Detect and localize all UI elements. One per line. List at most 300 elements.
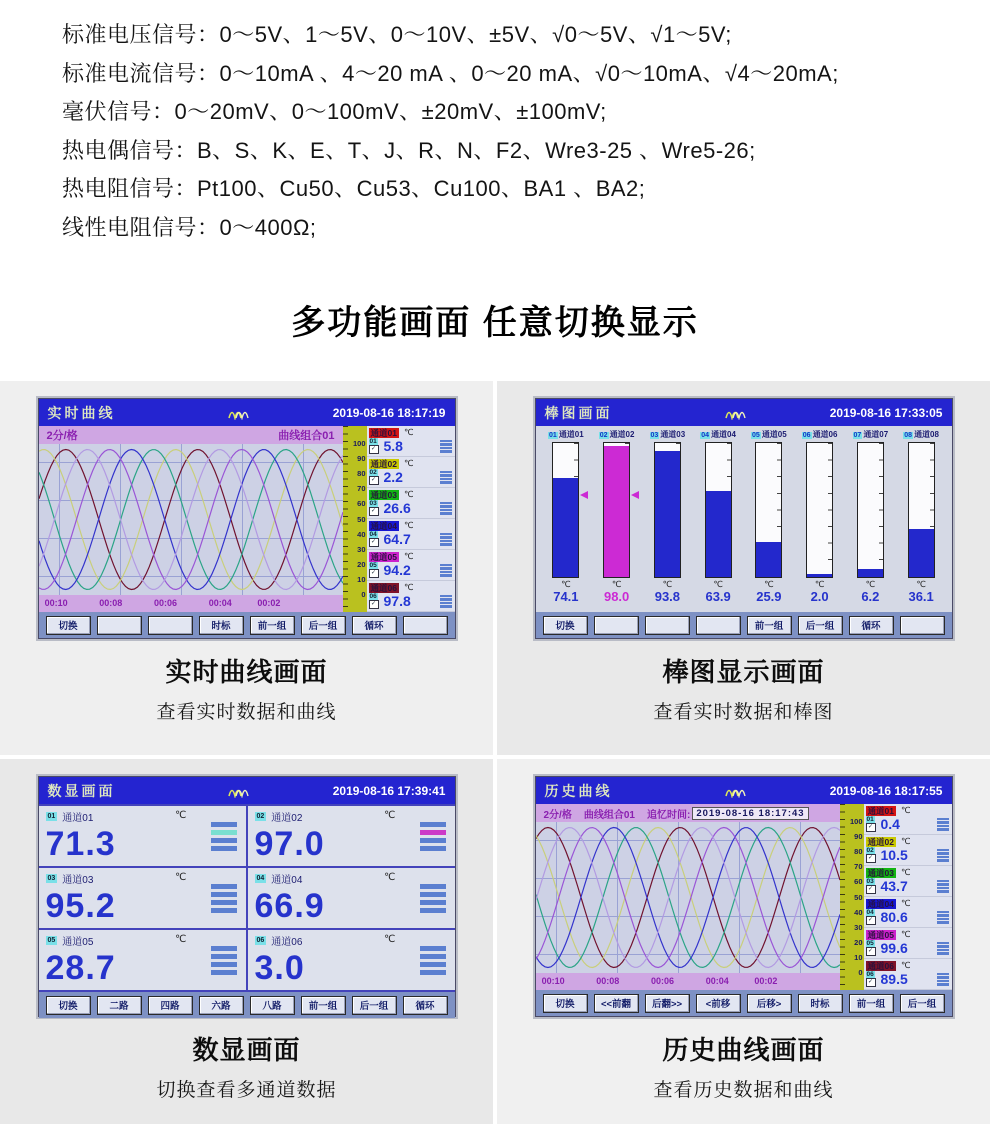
- axis-tick-label: 90: [357, 454, 366, 464]
- channel-number-badge: 02: [256, 813, 265, 820]
- channel-checkbox[interactable]: ✓: [866, 978, 876, 987]
- bar-channel-label: 08 通道08: [904, 430, 939, 439]
- bar-value: 36.1: [908, 589, 934, 604]
- channel-name-tag: 通道04: [867, 898, 894, 909]
- axis-tick-label: 80: [357, 469, 366, 479]
- titlebar: [39, 399, 455, 426]
- digital-channel-cell: [248, 930, 455, 990]
- axis-tick-label: 70: [854, 862, 863, 872]
- bar-outline: [654, 442, 681, 578]
- toolbar-button[interactable]: 时标: [798, 994, 843, 1013]
- screen-body: [536, 804, 952, 990]
- quadrant-bar-graph: [497, 381, 990, 755]
- channel-number-badge: 06: [802, 432, 811, 439]
- signal-level-icon: [937, 942, 949, 955]
- bar-ticks: [828, 443, 832, 577]
- bar-outline: [755, 442, 782, 578]
- channel-checkbox[interactable]: ✓: [369, 538, 379, 547]
- channel-value: 43.7: [880, 878, 908, 894]
- channel-value: 80.6: [880, 909, 908, 925]
- toolbar-button[interactable]: 八路: [250, 996, 295, 1015]
- signal-level-icon: [440, 440, 452, 453]
- channel-number-badge: 03: [866, 878, 874, 885]
- axis-tick-label: 40: [854, 907, 863, 917]
- caption-subtitle: 查看实时数据和棒图: [653, 702, 834, 723]
- toolbar-button-empty: [645, 616, 690, 635]
- axis-tick-label: 50: [854, 892, 863, 902]
- time-per-grid-label: 2分/格: [46, 430, 78, 442]
- caption-title: 实时曲线画面: [165, 657, 328, 687]
- digital-channel-cell: [248, 806, 455, 866]
- channel-panel: [864, 804, 952, 990]
- bar-column: [896, 429, 947, 612]
- signal-level-icon: [440, 502, 452, 515]
- caption-subtitle: 查看历史数据和曲线: [653, 1080, 834, 1101]
- screen-title: 历史曲线: [544, 782, 613, 799]
- channel-name-tag: 通道06: [370, 582, 397, 593]
- bar-channel-label: 07 通道07: [853, 430, 889, 439]
- bar-fill: [756, 542, 781, 577]
- brand-logo-icon: [228, 784, 250, 798]
- channel-number-badge: 07: [853, 432, 862, 439]
- bar-value: 63.9: [705, 589, 731, 604]
- bar-channel-label: 05 通道05: [752, 430, 787, 439]
- toolbar: [536, 612, 952, 638]
- channel-unit: ℃: [175, 934, 187, 945]
- channel-row: [864, 866, 952, 897]
- channel-unit: ℃: [384, 872, 396, 883]
- bar-fill: [807, 574, 832, 577]
- titlebar: [536, 777, 952, 804]
- channel-value: 10.5: [880, 847, 908, 863]
- quadrant-history-curve: [497, 759, 990, 1124]
- channel-number-badge: 01: [866, 816, 874, 823]
- axis-tick-label: 0: [361, 590, 366, 599]
- time-tick-label: 00:06: [154, 598, 178, 608]
- channel-row: [864, 928, 952, 959]
- realtime-chart-area: [39, 444, 343, 595]
- brand-logo-icon: [725, 784, 747, 798]
- channel-row: [367, 519, 455, 550]
- section-heading: 多功能画面 任意切换显示: [291, 304, 699, 342]
- channel-name-tag: 通道03: [867, 867, 894, 878]
- digital-channel-cell: [39, 806, 246, 866]
- realtime-curve-screen: [39, 399, 455, 638]
- toolbar-button[interactable]: 切换: [46, 996, 91, 1015]
- channel-number-badge: 05: [47, 937, 56, 944]
- channel-value: 2.2: [383, 469, 403, 485]
- toolbar-button[interactable]: <前移: [696, 994, 741, 1013]
- channel-number-badge: 03: [369, 500, 377, 507]
- time-tick-label: 00:08: [596, 976, 620, 986]
- channel-checkbox[interactable]: ✓: [369, 445, 379, 454]
- chart-subbar: [39, 426, 343, 444]
- bar-fill: [858, 569, 883, 577]
- toolbar-button-empty: [97, 616, 142, 635]
- signal-level-icon: [440, 595, 452, 608]
- axis-tick-label: 30: [854, 922, 863, 932]
- curve-group-label: 曲线组合01: [278, 430, 335, 442]
- channel-number-badge: 04: [369, 531, 377, 538]
- channel-unit: ℃: [175, 872, 187, 883]
- channel-row: [864, 897, 952, 928]
- caption: [0, 652, 493, 724]
- channel-number-badge: 02: [866, 847, 874, 854]
- alarm-marker-icon: [631, 491, 639, 499]
- bar-column: [845, 429, 896, 612]
- channel-name-tag: 通道02: [370, 458, 397, 469]
- channel-unit: ℃: [175, 810, 187, 821]
- alarm-marker-icon: [580, 491, 588, 499]
- channel-unit: ℃: [403, 551, 414, 561]
- bar-value: 6.2: [861, 589, 880, 604]
- signal-level-icon: [440, 564, 452, 577]
- channel-value: 71.3: [45, 825, 116, 863]
- signal-level-icon: [420, 884, 446, 913]
- toolbar: [39, 992, 455, 1018]
- channel-row: [367, 550, 455, 581]
- bar-value: 25.9: [756, 589, 782, 604]
- channel-name-tag: 通道05: [867, 929, 894, 940]
- bar-fill: [909, 529, 934, 577]
- signal-level-icon: [937, 880, 949, 893]
- axis-tick-label: 0: [858, 968, 863, 977]
- channel-unit: ℃: [900, 898, 911, 908]
- channel-name-tag: 通道01: [867, 805, 894, 816]
- bar-unit: ℃: [814, 579, 825, 589]
- caption-subtitle: 查看实时数据和曲线: [156, 702, 337, 723]
- channel-checkbox[interactable]: ✓: [369, 476, 379, 485]
- channel-checkbox[interactable]: ✓: [866, 854, 876, 863]
- toolbar-button[interactable]: 后一组: [798, 616, 843, 635]
- channel-number-badge: 06: [369, 593, 377, 600]
- time-tick-label: 00:04: [705, 976, 729, 986]
- signal-level-icon: [937, 973, 949, 986]
- quadrant-digital-display: [0, 759, 493, 1124]
- bar-outline: [603, 442, 630, 578]
- toolbar-button[interactable]: 循环: [403, 996, 448, 1015]
- channel-value: 97.8: [383, 593, 411, 609]
- bar-outline: [857, 442, 884, 578]
- axis-tick-label: 20: [854, 937, 863, 947]
- channel-name-tag: 通道01: [370, 427, 397, 438]
- bar-unit: ℃: [916, 579, 926, 589]
- time-tick-label: 00:10: [541, 976, 565, 986]
- screen-datetime: 2019-08-16 17:33:05: [829, 405, 943, 420]
- bar-column: [794, 429, 845, 612]
- bar-unit: ℃: [713, 579, 723, 589]
- toolbar-button[interactable]: 切换: [46, 616, 91, 635]
- channel-unit: ℃: [900, 960, 911, 970]
- toolbar-button[interactable]: 后一组: [352, 996, 397, 1015]
- channel-name: 通道03: [62, 875, 94, 886]
- channel-value: 89.5: [880, 971, 908, 987]
- axis-tick-label: 90: [854, 832, 863, 842]
- curve-group-label: 曲线组合01: [583, 809, 635, 821]
- channel-row: [864, 835, 952, 866]
- channel-number-badge: 02: [369, 469, 377, 476]
- signal-level-icon: [211, 822, 237, 851]
- history-chart-area: [536, 822, 840, 973]
- channel-number-badge: 05: [866, 940, 874, 947]
- signal-level-icon: [420, 822, 446, 851]
- time-tick-label: 00:02: [754, 976, 778, 986]
- channel-number-badge: 01: [549, 432, 557, 439]
- titlebar: [536, 399, 952, 426]
- screen-title: 棒图画面: [544, 404, 613, 421]
- recall-time: [647, 806, 809, 821]
- history-curve-screen: [536, 777, 952, 1016]
- channel-unit: ℃: [403, 427, 414, 437]
- toolbar-button-empty: [900, 616, 945, 635]
- caption: [497, 652, 990, 724]
- recall-time-box[interactable]: 2019-08-16 18:17:43: [692, 807, 808, 820]
- toolbar-button[interactable]: 前一组: [849, 994, 894, 1013]
- channel-value: 28.7: [45, 949, 116, 987]
- channel-unit: ℃: [900, 805, 911, 815]
- brand-logo-icon: [228, 406, 250, 420]
- channel-value: 3.0: [254, 949, 305, 987]
- signal-level-icon: [937, 818, 949, 831]
- channel-number-badge: 05: [369, 562, 377, 569]
- toolbar: [536, 990, 952, 1016]
- channel-checkbox[interactable]: ✓: [866, 947, 876, 956]
- chart-subbar: [536, 804, 840, 822]
- screen-datetime: 2019-08-16 18:17:19: [332, 405, 446, 420]
- axis-tick-label: 20: [357, 559, 366, 569]
- channel-checkbox[interactable]: ✓: [369, 569, 379, 578]
- signal-level-icon: [211, 884, 237, 913]
- channel-checkbox[interactable]: ✓: [866, 885, 876, 894]
- channel-number-badge: 04: [256, 875, 265, 882]
- digital-grid: [39, 804, 455, 992]
- bar-unit: ℃: [561, 579, 571, 589]
- caption-title: 棒图显示画面: [662, 657, 825, 687]
- bar-graph-screen: [536, 399, 952, 638]
- toolbar-button[interactable]: 前一组: [301, 996, 346, 1015]
- axis-tick-label: 100: [849, 817, 863, 826]
- toolbar-button[interactable]: 后一组: [301, 616, 346, 635]
- caption-title: 历史曲线画面: [662, 1035, 825, 1065]
- bar-fill: [706, 491, 731, 577]
- channel-number-badge: 06: [866, 971, 874, 978]
- toolbar-button[interactable]: 时标: [199, 616, 244, 635]
- axis-tick-label: 30: [357, 544, 366, 554]
- channel-unit: ℃: [403, 520, 414, 530]
- channel-number-badge: 01: [47, 813, 56, 820]
- channel-value: 99.6: [880, 940, 908, 956]
- bar-unit: ℃: [865, 579, 876, 589]
- toolbar-button[interactable]: 前一组: [747, 616, 792, 635]
- bar-unit: ℃: [764, 579, 774, 589]
- channel-number-badge: 06: [256, 937, 265, 944]
- toolbar-button[interactable]: 后移>: [747, 994, 792, 1013]
- channel-panel: [367, 426, 455, 612]
- axis-tick-label: 60: [357, 499, 366, 509]
- channel-name-tag: 通道04: [370, 520, 397, 531]
- channel-name-tag: 通道02: [867, 836, 894, 847]
- channel-unit: ℃: [900, 867, 911, 877]
- channel-row: [367, 581, 455, 612]
- signal-spec-list: [0, 0, 990, 247]
- spec-line: 热电偶信号：B、S、K、E、T、J、R、N、F2、Wre3-25 、Wre5-26;: [62, 137, 756, 163]
- channel-name: 通道02: [271, 813, 303, 824]
- toolbar-button[interactable]: 二路: [97, 996, 142, 1015]
- digital-channel-cell: [248, 868, 455, 928]
- screen-title: 数显画面: [47, 782, 116, 799]
- toolbar-button-empty: [148, 616, 193, 635]
- toolbar-button[interactable]: 四路: [148, 996, 193, 1015]
- axis-tick-label: 70: [357, 484, 366, 494]
- channel-name: 通道06: [271, 937, 303, 948]
- axis-tick-label: 60: [854, 877, 863, 887]
- bar-unit: ℃: [611, 579, 622, 589]
- channel-value: 0.4: [880, 816, 900, 832]
- channel-name: 通道04: [271, 875, 303, 886]
- channel-unit: ℃: [403, 582, 414, 592]
- signal-level-icon: [440, 533, 452, 546]
- bar-column: [693, 429, 744, 612]
- channel-value: 95.2: [45, 887, 116, 925]
- curve-04: [39, 450, 343, 590]
- bar-channel-label: 04 通道04: [701, 430, 736, 439]
- screen-datetime: 2019-08-16 18:17:55: [829, 783, 943, 798]
- time-tick-label: 00:04: [208, 598, 232, 608]
- channel-unit: ℃: [384, 810, 396, 821]
- toolbar-button[interactable]: 切换: [543, 616, 588, 635]
- digital-channel-cell: [39, 930, 246, 990]
- bar-outline: [908, 442, 935, 578]
- bar-channel-label: 02 通道02: [599, 430, 635, 439]
- digital-display-screen: [39, 777, 455, 1016]
- bar-column: [591, 429, 642, 612]
- caption: [0, 1030, 493, 1102]
- toolbar-button[interactable]: 前一组: [250, 616, 295, 635]
- quadrant-realtime-curve: [0, 381, 493, 755]
- toolbar-button[interactable]: <<前翻: [594, 994, 639, 1013]
- channel-name-tag: 通道06: [867, 960, 894, 971]
- axis-tick-label: 100: [352, 439, 366, 448]
- spec-line: 线性电阻信号：0～400Ω;: [62, 214, 317, 240]
- toolbar-button[interactable]: 切换: [543, 994, 588, 1013]
- bar-value: 74.1: [553, 589, 579, 604]
- channel-unit: ℃: [900, 836, 911, 846]
- y-axis-scale: [343, 426, 367, 612]
- toolbar-button-empty: [403, 616, 448, 635]
- caption: [497, 1030, 990, 1102]
- channel-number-badge: 04: [701, 432, 710, 439]
- toolbar-button[interactable]: 后翻>>: [645, 994, 690, 1013]
- toolbar-button[interactable]: 后一组: [900, 994, 945, 1013]
- spec-line: 标准电压信号：0～5V、1～5V、0～10V、±5V、√0～5V、√1～5V;: [62, 22, 732, 47]
- channel-row: [367, 426, 455, 457]
- toolbar-button[interactable]: 循环: [849, 616, 894, 635]
- channel-value: 26.6: [383, 500, 411, 516]
- time-axis: [536, 973, 840, 990]
- channel-unit: ℃: [403, 489, 414, 499]
- axis-tick-label: 10: [854, 952, 863, 962]
- spec-line: 毫伏信号：0～20mV、0～100mV、±20mV、±100mV;: [62, 99, 607, 124]
- bar-fill: [655, 451, 680, 577]
- time-tick-label: 00:02: [257, 598, 281, 608]
- caption-subtitle: 切换查看多通道数据: [156, 1080, 337, 1101]
- axis-tick-label: 80: [854, 847, 863, 857]
- channel-unit: ℃: [900, 929, 911, 939]
- channel-name-tag: 通道03: [370, 489, 397, 500]
- bar-outline: [806, 442, 833, 578]
- signal-level-icon: [440, 471, 452, 484]
- time-tick-label: 00:06: [651, 976, 675, 986]
- channel-value: 5.8: [383, 438, 403, 454]
- toolbar-button-empty: [696, 616, 741, 635]
- channel-checkbox[interactable]: ✓: [866, 916, 876, 925]
- channel-number-badge: 05: [752, 432, 760, 439]
- recall-time-label: 追忆时间:: [646, 809, 691, 821]
- channel-unit: ℃: [384, 934, 396, 945]
- toolbar-button[interactable]: 六路: [199, 996, 244, 1015]
- bars-body: [536, 426, 952, 612]
- channel-value: 94.2: [383, 562, 411, 578]
- channel-row: [367, 457, 455, 488]
- bar-value: 93.8: [654, 589, 681, 604]
- screen-body: [39, 426, 455, 612]
- screen-title: 实时曲线: [47, 404, 116, 421]
- signal-level-icon: [937, 911, 949, 924]
- digital-channel-cell: [39, 868, 246, 928]
- screens-grid: [0, 381, 990, 1124]
- bar-outline: [705, 442, 732, 578]
- signal-level-icon: [420, 946, 446, 975]
- bar-column: [744, 429, 795, 612]
- bar-fill: [604, 446, 629, 577]
- spec-line: 热电阻信号：Pt100、Cu50、Cu53、Cu100、BA1 、BA2;: [62, 176, 646, 201]
- screen-datetime: 2019-08-16 17:39:41: [332, 783, 446, 798]
- channel-checkbox[interactable]: ✓: [369, 507, 379, 516]
- channel-name: 通道01: [62, 813, 94, 824]
- bar-value: 2.0: [810, 589, 829, 604]
- channel-value: 66.9: [254, 887, 325, 925]
- channel-checkbox[interactable]: ✓: [369, 600, 379, 609]
- channel-value: 64.7: [383, 531, 411, 547]
- time-tick-label: 00:08: [99, 598, 123, 608]
- channel-unit: ℃: [403, 458, 414, 468]
- y-axis-scale: [840, 804, 864, 990]
- channel-number-badge: 04: [866, 909, 874, 916]
- bar-channel-label: 03 通道03: [650, 430, 686, 439]
- channel-value: 97.0: [254, 825, 325, 863]
- toolbar-button-empty: [594, 616, 639, 635]
- brand-logo-icon: [725, 406, 747, 420]
- bar-fill: [553, 478, 578, 577]
- bar-ticks: [879, 443, 883, 577]
- signal-level-icon: [937, 849, 949, 862]
- axis-tick-label: 40: [357, 529, 366, 539]
- bar-outline: [552, 442, 579, 578]
- toolbar-button[interactable]: 循环: [352, 616, 397, 635]
- bar-value: 98.0: [603, 589, 630, 604]
- bar-column: [642, 429, 693, 612]
- channel-number-badge: 03: [650, 432, 659, 439]
- channel-number-badge: 02: [599, 432, 608, 439]
- channel-row: [864, 804, 952, 835]
- channel-number-badge: 01: [369, 438, 377, 445]
- axis-tick-label: 10: [357, 574, 366, 584]
- axis-tick-label: 50: [357, 514, 366, 524]
- time-per-grid-label: 2分/格: [543, 809, 572, 821]
- channel-row: [367, 488, 455, 519]
- channel-checkbox[interactable]: ✓: [866, 823, 876, 832]
- channel-name: 通道05: [62, 937, 94, 948]
